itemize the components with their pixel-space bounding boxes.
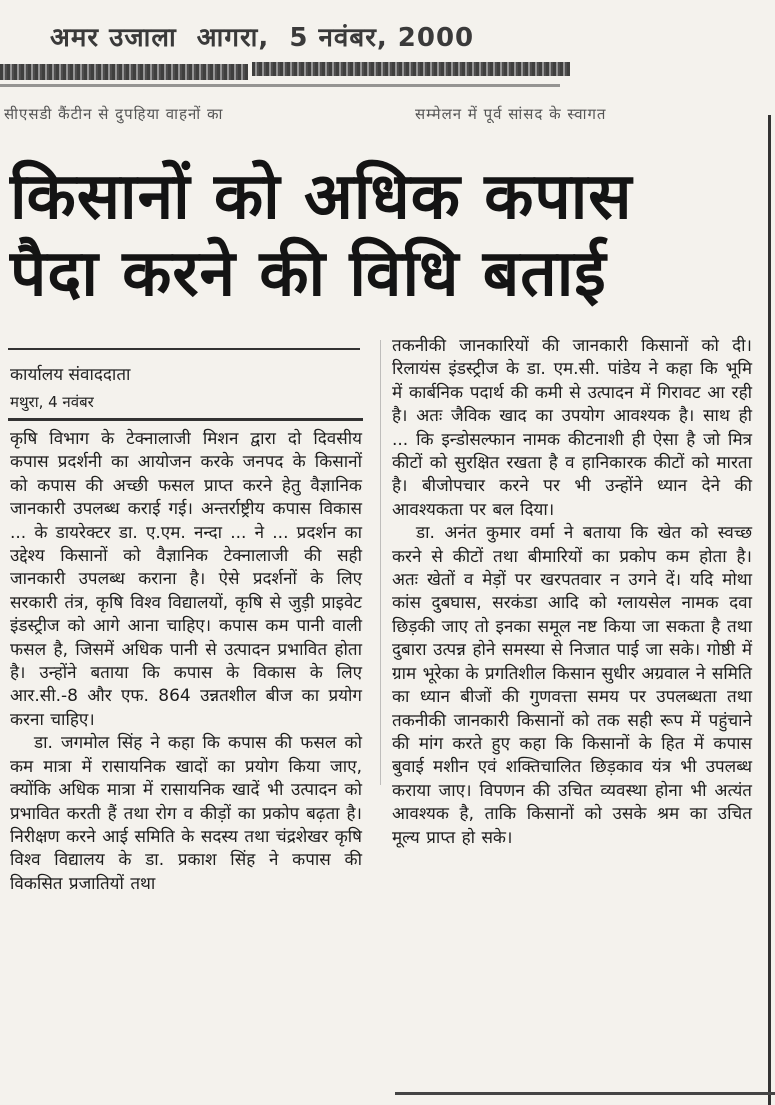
article-paragraph: डा. जगमोल सिंह ने कहा कि कपास की फसल को कम मात्रा में रासायनिक खादों का प्रयोग किया जाए, क्योंकि अधिक मात्रा में रासायनिक खादें भी उत्पादन को प्रभावित करती हैं तथा रोग व कीड़ों का प्रकोप बढ़ता है। निरीक्षण करने आई समिति के सदस्य तथा चंद्रशेखर कृषि विश्व विद्यालय के डा. प्रकाश सिंह ने कपास की विकसित प्रजातियों तथा <box>10 733 362 894</box>
masthead-rule-left <box>0 64 248 80</box>
clipping-edge <box>768 115 771 1105</box>
headline-line-2: पैदा करने की विधि बताई <box>10 237 607 311</box>
byline-rule-top <box>8 348 360 350</box>
masthead-date: 5 नवंबर, 2000 <box>289 23 475 53</box>
article-paragraph: डा. अनंत कुमार वर्मा ने बताया कि खेत को स्वच्छ करने से कीटों तथा बीमारियों का प्रकोप कम होता है। अतः खेतों व मेड़ों पर खरपतवार न उगने दें। यदि मोथा कांस दुबघास, सरकंडा आदि को ग्लायसेल नामक दवा छिड़की जाए तो इनका समूल नष्ट किया जा सकता है तथा दुबारा उत्पन्न होने समस्या से निजात पाई जा सके। गोष्ठी में ग्राम भूरेका के प्रगतिशील किसान सुधीर अग्रवाल ने समिति का ध्यान बीजों की गुणवत्ता समय पर उपलब्धता तथा तकनीकी जानकारी किसानों को तक सही रूप में पहुंचाने की मांग करते हुए कहा कि किसानों के हित में कपास बुवाई मशीन एवं शक्तिचालित छिड़काव यंत्र भी उपलब्ध कराया जाए। विपणन की उचित व्यवस्था होना भी अत्यंत आवश्यक है, ताकि किसानों को उसके श्रम का उचित मूल्य प्राप्त हो सके। <box>392 523 752 848</box>
article-column-right <box>392 335 752 850</box>
masthead-paper-name: अमर उजाला <box>50 23 177 53</box>
bottom-rule <box>395 1092 775 1095</box>
article-column-left <box>10 428 362 896</box>
article-paragraph: कृषि विभाग के टेक्नालाजी मिशन द्वारा दो दिवसीय कपास प्रदर्शनी का आयोजन करके जनपद के किसानों को कपास की अच्छी फसल प्राप्त करने हेतु वैज्ञानिक जानकारी उपलब्ध कराई गई। अन्तर्राष्ट्रीय कपास विकास ... के डायरेक्टर डा. ए.एम. नन्दा ... ने ... प्रदर्शन का उद्देश्य किसानों को वैज्ञानिक टेक्नालाजी की सही जानकारी उपलब्ध कराना है। ऐसे प्रदर्शनों के लिए सरकारी तंत्र, कृषि विश्व विद्यालयों, कृषि से जुड़ी प्राइवेट इंडस्ट्रीज को आगे आना चाहिए। कपास कम पानी वाली फसल है, जिसमें अधिक पानी से उत्पादन प्रभावित होता है। उन्होंने बताया कि कपास के विकास के लिए आर.सी.-8 और एफ. 864 उन्नतशील बीज का प्रयोग करना चाहिए। <box>10 429 362 730</box>
column-divider <box>380 340 381 785</box>
byline-name: कार्यालय संवाददाता <box>10 365 131 385</box>
masthead-underline <box>0 84 560 87</box>
masthead-city: आगरा, <box>196 23 270 53</box>
headline-line-1: किसानों को अधिक कपास <box>10 160 633 234</box>
byline-rule-bottom <box>8 418 363 421</box>
article-paragraph: तकनीकी जानकारियों की जानकारी किसानों को दी। रिलायंस इंडस्ट्रीज के डा. एम.सी. पांडेय ने कहा कि भूमि में कार्बनिक पदार्थ की कमी से उत्पादन में गिरावट आ रही है। अतः जैविक खाद का उपयोग आवश्यक है। साथ ही ... कि इन्डोसल्फान नामक कीटनाशी ही ऐसा है जो मित्र कीटों को सुरक्षित रखता है व हानिकारक कीटों को मारता है। बीजोपचार करने पर भी उन्होंने ध्यान देने की आवश्यकता पर बल दिया। <box>392 336 752 520</box>
byline-dateline: मथुरा, 4 नवंबर <box>10 393 94 411</box>
teaser-left: सीएसडी कैंटीन से दुपहिया वाहनों का <box>4 105 224 123</box>
teaser-right: सम्मेलन में पूर्व सांसद के स्वागत <box>415 105 607 123</box>
masthead-rule-right <box>252 62 570 76</box>
masthead <box>50 18 484 54</box>
